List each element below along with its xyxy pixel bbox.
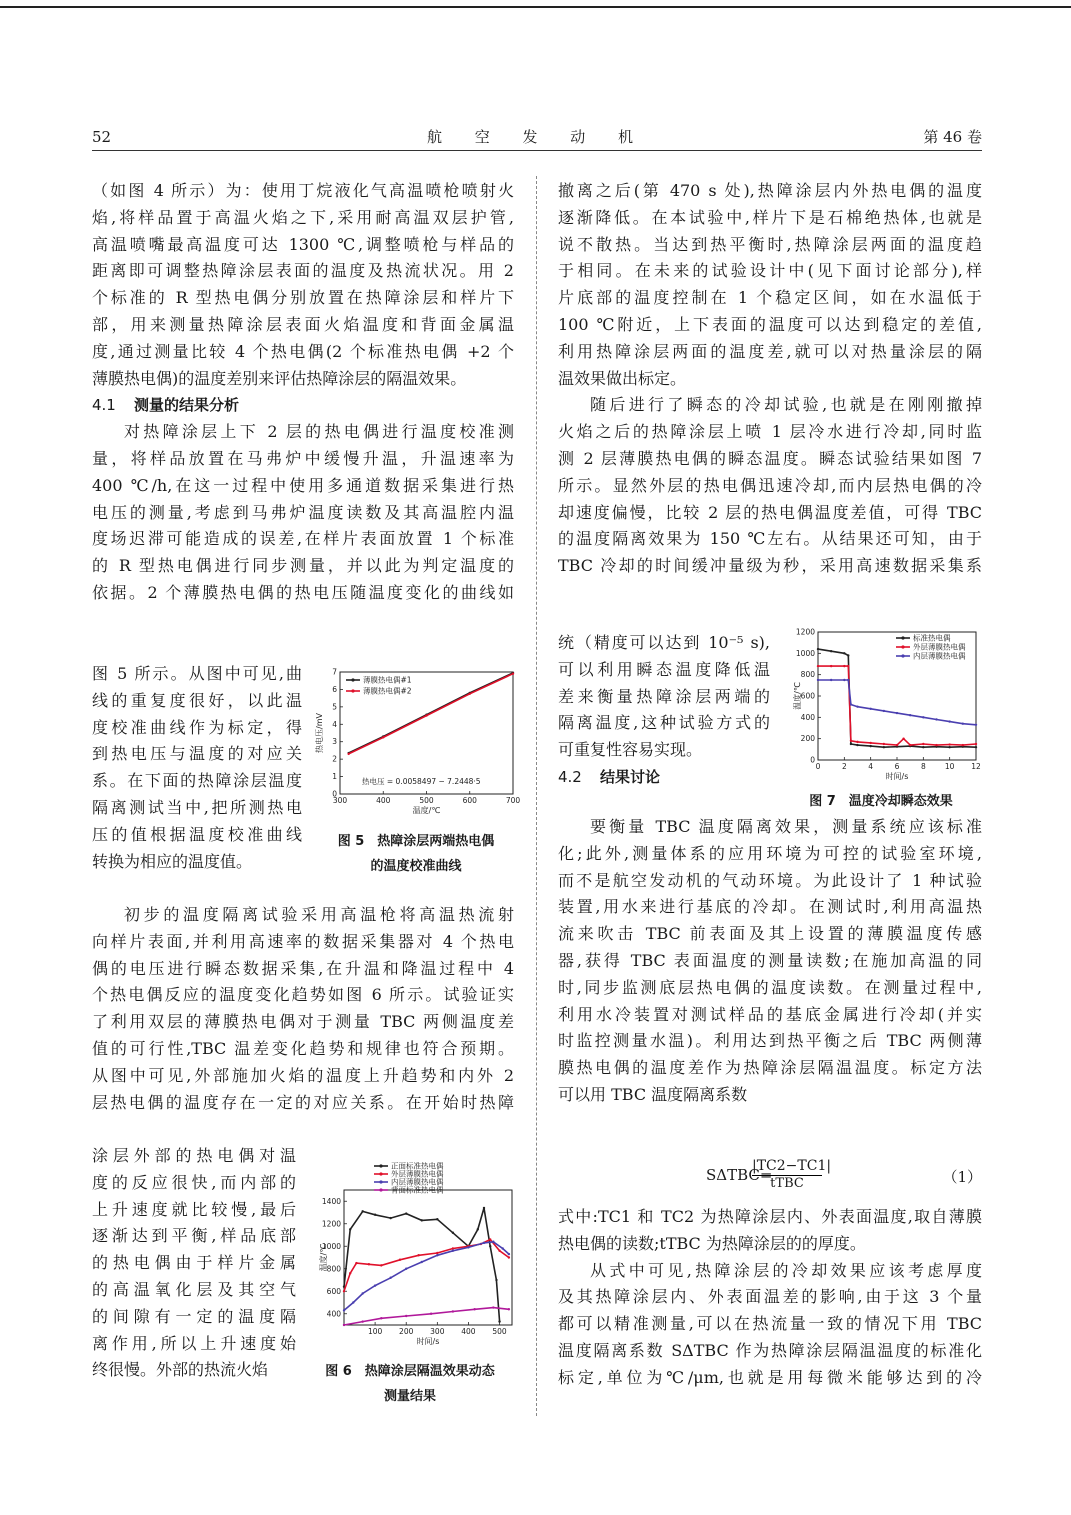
paragraph-line: 涂层外部的热电偶对温 [92,1146,296,1165]
right-column-mid [558,814,982,1109]
x-axis-label: 时间/s [885,772,909,781]
data-point [361,1210,363,1212]
paragraph-line: 转换为相应的温度值。 [92,851,253,871]
x-tick-label: 10 [944,762,955,771]
y-tick-label: 1200 [795,628,815,637]
paragraph-line: 图 5 所示。从图中可见,曲 [92,664,302,683]
x-tick-label: 600 [462,796,477,805]
running-header [92,124,982,150]
data-point [902,737,904,739]
paragraph-line: 400 ℃/h,在这一过程中使用多通道数据采集进行热 [92,475,514,495]
data-point [452,1310,454,1312]
data-point [962,744,964,746]
x-tick-label: 4 [868,762,874,771]
legend-marker [379,1188,382,1191]
paragraph-line: 于相同。在未来的试验设计中(见下面讨论部分),样 [558,261,982,281]
y-tick-label: 6 [332,684,337,694]
legend-marker [351,678,354,681]
x-tick-label: 500 [492,1327,507,1336]
legend-label: 薄膜热电偶#1 [363,675,412,685]
chart-annotation: 热电压 = 0.0058497 − 7.2448·5 [362,777,481,786]
section-heading-4-1: 4.1 测量的结果分析 [92,396,240,415]
data-point [361,1320,363,1322]
figure-5-caption: 图 5 热障涂层两端热电偶 的温度校准曲线 [337,834,495,874]
data-point [501,1247,503,1249]
paragraph-line: 压的值根据温度校准曲线 [92,824,302,844]
data-point [847,665,849,667]
paragraph-line: 到热电压与温度的对应关 [92,744,302,764]
paragraph-line: 逐渐达到平衡,样品底部 [92,1226,296,1246]
right-column-top [558,178,982,580]
paragraph-line: 的高温氧化层及其空气 [92,1279,296,1299]
data-point [830,650,832,652]
x-tick-label: 6 [894,762,900,771]
series-line [818,680,976,725]
paragraph-line: 度,通过测量比较 4 个热电偶(2 个标准热电偶 +2 个 [92,341,514,361]
y-axis-label: 温度/℃ [793,682,802,710]
data-point [492,1241,494,1243]
data-point [817,648,819,650]
data-point [452,1247,454,1249]
data-point [512,673,514,675]
paragraph-line: 层热电偶的温度存在一定的对应关系。在开始时热障 [92,1092,514,1112]
paragraph-line: 撤离之后(第 470 s 处),热障涂层内外热电偶的温度 [558,181,982,200]
paragraph-line: 测 2 层薄膜热电偶的瞬态温度。瞬态试验结果如图 7 [558,448,982,468]
x-tick-label: 100 [367,1327,383,1336]
data-point [508,1256,510,1258]
data-point [368,1263,370,1265]
data-point [883,746,885,748]
data-point [467,1246,469,1248]
data-point [922,716,924,718]
data-point [498,1250,500,1252]
data-point [843,665,845,667]
data-point [436,1252,438,1254]
x-tick-label: 300 [430,1327,445,1336]
figure-5-chart [310,666,520,826]
data-point [389,1217,391,1219]
section-heading-4-2: 4.2 结果讨论 [558,767,661,786]
paragraph-line: 器,获得 TBC 表面温度的测量读数;在施加高温的同 [558,950,982,970]
paragraph-line: 式中:TC1 和 TC2 为热障涂层内、外表面温度,取自薄膜 [558,1207,982,1226]
left-column-mid [92,902,514,1116]
data-point [380,1264,382,1266]
legend-marker [901,654,904,657]
paragraph-line: 要衡量 TBC 温度隔离效果，测量系统应该标准 [590,817,982,836]
legend-label: 内层薄膜热电偶 [913,651,966,661]
data-point [347,753,349,755]
x-tick-label: 8 [920,762,926,771]
x-tick-label: 400 [376,796,391,805]
data-point [856,744,858,746]
data-point [492,1306,494,1308]
paragraph-line: 距离即可调整热障涂层表面的温度及热流状况。用 2 [92,261,514,281]
paragraph-line: 隔离温度,这种试验方式的 [558,713,770,733]
left-column-top [92,178,514,607]
data-point [469,693,471,695]
data-point [343,1290,345,1292]
paragraph-line: 从图中可见,外部施加火焰的温度上升趋势和内外 2 [92,1065,514,1085]
data-point [817,665,819,667]
volume-label: 第 46 卷 [923,128,982,146]
paragraph-line: 化;此外,测量体系的应用环境为可控的试验室环境, [558,843,982,863]
legend-label: 标准热电偶 [913,633,951,643]
data-point [508,1253,510,1255]
data-point [489,1245,491,1247]
data-point [883,743,885,745]
figure-6-chart [300,1160,520,1355]
x-tick-label: 200 [399,1327,414,1336]
paragraph-line: 度校准曲线作为标定，得 [92,717,302,737]
paragraph-line: 的热电偶由于样片金属 [92,1253,296,1273]
paragraph-line: 个热电偶反应的温度变化趋势如图 6 所示。试验证实 [92,985,514,1005]
data-point [948,746,950,748]
paragraph-line: 系。在下面的热障涂层温度 [92,771,302,791]
page-number: 52 [92,128,112,146]
left-column-wrap-1 [92,661,302,875]
paragraph-line: 差来衡量热障涂层两端的 [558,686,770,706]
data-point [361,1292,363,1294]
data-point [935,718,937,720]
data-point [343,1309,345,1311]
data-point [975,746,977,748]
data-point [417,1254,419,1256]
data-point [498,1320,500,1322]
data-point [856,705,858,707]
y-tick-label: 800 [800,670,815,680]
data-point [430,1313,432,1315]
x-tick-label: 700 [505,796,520,805]
data-point [389,1277,391,1279]
data-point [380,1317,382,1319]
data-point [374,1284,376,1286]
x-tick-label: 12 [971,762,981,771]
paragraph-line: 标定,单位为℃/μm,也就是用每微米能够达到的冷 [558,1367,982,1387]
right-column-wrap [558,630,770,791]
data-point [922,743,924,745]
data-point [343,1324,345,1326]
column-divider [536,176,537,1416]
data-point [948,743,950,745]
paragraph-line: 利用热障涂层两面的温度差,就可以对热量涂层的隔 [558,341,982,361]
data-point [495,1279,497,1281]
paragraph-line: 装置,用水来进行基底的冷却。在测试时,利用高温热 [558,897,982,917]
series-line [818,649,976,747]
paragraph-line: 膜热电偶的温度差作为热障涂层隔温温度。标定方法 [558,1058,982,1078]
y-tick-label: 800 [326,1264,341,1274]
series-line [344,1242,509,1311]
equation-denominator: tTBC [770,1176,804,1191]
data-point [405,1315,407,1317]
data-point [883,710,885,712]
paragraph-line: 时监控测量水温)。利用达到热平衡之后 TBC 两侧薄 [558,1031,982,1051]
data-point [830,665,832,667]
data-point [452,1250,454,1252]
paragraph-line: 量，将样品放置在马弗炉中缓慢升温，升温速率为 [92,448,514,468]
y-tick-label: 600 [326,1286,341,1296]
data-point [436,1254,438,1256]
x-tick-label: 500 [419,796,434,805]
data-point [830,679,832,681]
figure-6-caption: 图 6 热障涂层隔温效果动态 测量结果 [325,1364,495,1404]
data-point [856,741,858,743]
y-tick-label: 600 [800,691,815,701]
y-tick-label: 400 [326,1309,341,1319]
legend-marker [379,1180,382,1183]
data-point [436,1218,438,1220]
legend-label: 外层薄膜热电偶 [391,1169,444,1179]
paragraph-line: 统（精度可以达到 10⁻⁵ s), [558,633,770,652]
paragraph-line: 都可以精准测量,可以在热流量一致的情况下用 TBC [558,1314,982,1334]
y-tick-label: 1200 [321,1219,341,1229]
data-point [421,1261,423,1263]
data-point [896,712,898,714]
paragraph-line: 的间隙有一定的温度隔 [92,1306,296,1326]
equation-lhs: SΔTBC= [706,1166,773,1184]
legend-label: 背面标准热电偶 [391,1185,444,1195]
paragraph-line: 了利用双层的薄膜热电偶对于测量 TBC 两侧温度差 [92,1012,514,1032]
y-tick-label: 400 [800,712,815,722]
paragraph-line: 热电偶的读数;tTBC 为热障涂层的的厚度。 [558,1233,866,1253]
data-point [355,1262,357,1264]
data-point [896,744,898,746]
y-tick-label: 1 [332,772,337,782]
legend-marker [379,1172,382,1175]
y-tick-label: 7 [332,667,337,677]
x-tick-label: 2 [841,762,847,771]
data-point [935,744,937,746]
paragraph-line: 100 ℃附近，上下表面的温度可以达到稳定的差值, [558,314,982,334]
y-axis-label: 温度/℃ [319,1243,328,1272]
paragraph-line: 却速度偏慢，比较 2 层的热电偶温度差值，可得 TBC [558,502,982,522]
equation-1 [706,1158,982,1198]
paragraph-line: 时,同步监测底层热电偶的温度读数。在测量过程中, [558,977,982,997]
paragraph-line: 值的可行性,TBC 温差变化趋势和规律也符合预期。 [92,1038,514,1058]
figure-7-caption: 图 7 温度冷却瞬态效果 [809,794,953,809]
legend-label: 正面标准热电偶 [391,1161,444,1171]
header-rule [92,150,982,151]
y-tick-label: 5 [332,702,337,712]
data-point [817,679,819,681]
journal-title: 航 空 发 动 机 [426,128,648,146]
data-point [382,736,384,738]
data-point [850,743,852,745]
paragraph-line: 终很慢。外部的热流火焰 [92,1360,269,1380]
x-axis-label: 温度/℃ [412,806,441,815]
paragraph-line: 从式中可见,热障涂层的冷却效果应该考虑厚度 [590,1260,982,1280]
paragraph-line: 隔离测试当中,把所测热电 [92,797,302,817]
paragraph-line: 逐渐降低。在本试验中,样片下是石棉绝热体,也就是 [558,207,982,227]
paragraph-line: 线的重复度很好，以此温 [92,690,302,710]
data-point [405,1268,407,1270]
paragraph-line: 薄膜热电偶)的温度差别来评估热障涂层的隔温效果。 [92,368,467,388]
legend-label: 外层薄膜热电偶 [913,642,966,652]
paragraph-line: 片底部的温度控制在 1 个稳定区间，如在水温低于 [558,288,982,308]
paragraph-line: TBC 冷却的时间缓冲量级为秒，采用高速数据采集系 [558,556,982,576]
data-point [847,654,849,656]
paragraph-line: 对热障涂层上下 2 层的热电偶进行温度校准测 [124,422,514,442]
data-point [405,1212,407,1214]
equation-numerator: |TC2−TC1| [752,1158,832,1174]
figure-5 [310,666,520,826]
data-point [847,679,849,681]
left-column-wrap-2 [92,1143,296,1384]
paragraph-line: 高温喷嘴最高温度可达 1300 ℃,调整喷枪与样品的 [92,234,514,254]
paragraph-line: 可以利用瞬态温度降低温 [558,659,770,679]
paragraph-line: 离作用,所以上升速度始 [92,1333,296,1353]
paragraph-line: 度场迟滞可能造成的误差,在样片表面放置 1 个标准 [92,529,514,549]
data-point [489,1238,491,1240]
paragraph-line: 及其热障涂层内、外表面温差的影响,由于这 3 个量 [558,1287,982,1307]
y-tick-label: 200 [800,734,815,744]
paragraph-line: 火焰之后的热障涂层上喷 1 层冷水进行冷却,同时监 [558,422,982,442]
data-point [421,1219,423,1221]
data-point [962,723,964,725]
data-point [909,744,911,746]
paragraph-line: 上升速度就比较慢,最后 [92,1199,296,1219]
paragraph-line: 利用水冷装置对测试样品的基底金属进行冷却(并实 [558,1004,982,1024]
figure-6 [300,1160,520,1355]
paragraph-line: 个标准的 R 型热电偶分别放置在热障涂层和样片下 [92,288,514,308]
paragraph-line: 电压的测量,考虑到马弗炉温度读数及其高温腔内温 [92,502,514,522]
paragraph-line: 焰,将样品置于高温火焰之下,采用耐高温双层护管, [92,207,514,227]
paragraph-line: 向样片表面,并利用高速率的数据采集器对 4 个热电 [92,931,514,951]
data-point [483,1242,485,1244]
data-point [473,1308,475,1310]
paragraph-line: 可重复性容易实现。 [558,740,703,760]
paragraph-line: 依据。2 个薄膜热电偶的热电压随温度变化的曲线如 [92,582,514,602]
paragraph-line: 流来吹击 TBC 前表面及其上设置的薄膜温度传感 [558,924,982,944]
paragraph-line: 说不散热。当达到热平衡时,热障涂层两面的温度趋 [558,234,982,254]
data-point [869,742,871,744]
paragraph-line: 可以用 TBC 温度隔离系数 [558,1084,748,1104]
y-tick-label: 1000 [321,1241,341,1251]
y-tick-label: 2 [332,754,337,764]
paragraph-line: 温效果做出标定。 [558,368,687,388]
x-tick-label: 300 [332,796,348,805]
equation-fraction [752,1158,832,1191]
data-point [843,679,845,681]
data-point [399,1259,401,1261]
legend-label: 薄膜热电偶#2 [363,686,412,696]
y-tick-label: 1400 [321,1196,341,1206]
equation-number: （1） [942,1168,982,1186]
x-tick-label: 400 [461,1327,476,1336]
data-point [425,714,427,716]
data-point [850,703,852,705]
data-point [922,746,924,748]
paragraph-line: 部，用来测量热障涂层表面火焰温度和背面金属温 [92,314,514,334]
y-axis-label: 热电压/mV [315,713,324,753]
data-point [850,740,852,742]
paragraph-line: 初步的温度隔离试验采用高温枪将高温热流射 [124,905,514,924]
data-point [948,720,950,722]
paragraph-line: 随后进行了瞬态的冷却试验,也就是在刚刚撤掉 [590,395,982,415]
data-point [349,1272,351,1274]
data-point [843,652,845,654]
figure-7-chart [778,628,984,788]
data-point [374,1214,376,1216]
data-point [349,1228,351,1230]
y-tick-label: 1000 [795,648,815,658]
legend-marker [379,1164,382,1167]
data-point [975,743,977,745]
plot-frame [344,1190,512,1325]
y-tick-label: 0 [332,789,337,799]
paragraph-line: （如图 4 所示）为：使用丁烷液化气高温喷枪喷射火 [92,181,514,200]
legend-label: 内层薄膜热电偶 [391,1177,444,1187]
paragraph-line: 所示。显然外层的热电偶迅速冷却,而内层热电偶的冷 [558,475,982,495]
data-point [352,1301,354,1303]
legend-marker [351,689,354,692]
data-point [483,1207,485,1209]
data-point [508,1308,510,1310]
legend-marker [901,636,904,639]
data-point [477,1228,479,1230]
data-point [909,714,911,716]
series-line [344,1308,509,1325]
data-point [869,708,871,710]
x-tick-label: 0 [815,762,821,771]
data-point [869,745,871,747]
paragraph-line: 的 R 型热电偶进行同步测量，并以此为判定温度的 [92,556,514,576]
paragraph-line: 而不是航空发动机的气动环境。为此设计了 1 种试验 [558,870,982,890]
x-axis-label: 时间/s [416,1337,440,1346]
figure-7 [778,628,984,788]
paragraph-line: 度的反应很快,而内部的 [92,1172,296,1192]
legend-marker [901,645,904,648]
y-tick-label: 0 [810,755,815,765]
paragraph-line: 的温度隔离效果为 150 ℃左右。从结果还可知，由于 [558,529,982,549]
y-tick-label: 3 [332,737,337,747]
data-point [975,724,977,726]
right-column-bottom [558,1204,982,1392]
y-tick-label: 4 [332,719,337,729]
top-border-line [0,6,1071,8]
data-point [452,1232,454,1234]
paragraph-line: 偶的电压进行瞬态数据采集,在升温和降温过程中 4 [92,958,514,978]
paragraph-line: 温度隔离系数 SΔTBC 作为热障涂层隔温温度的标准化 [558,1340,982,1360]
series-line [818,666,976,745]
